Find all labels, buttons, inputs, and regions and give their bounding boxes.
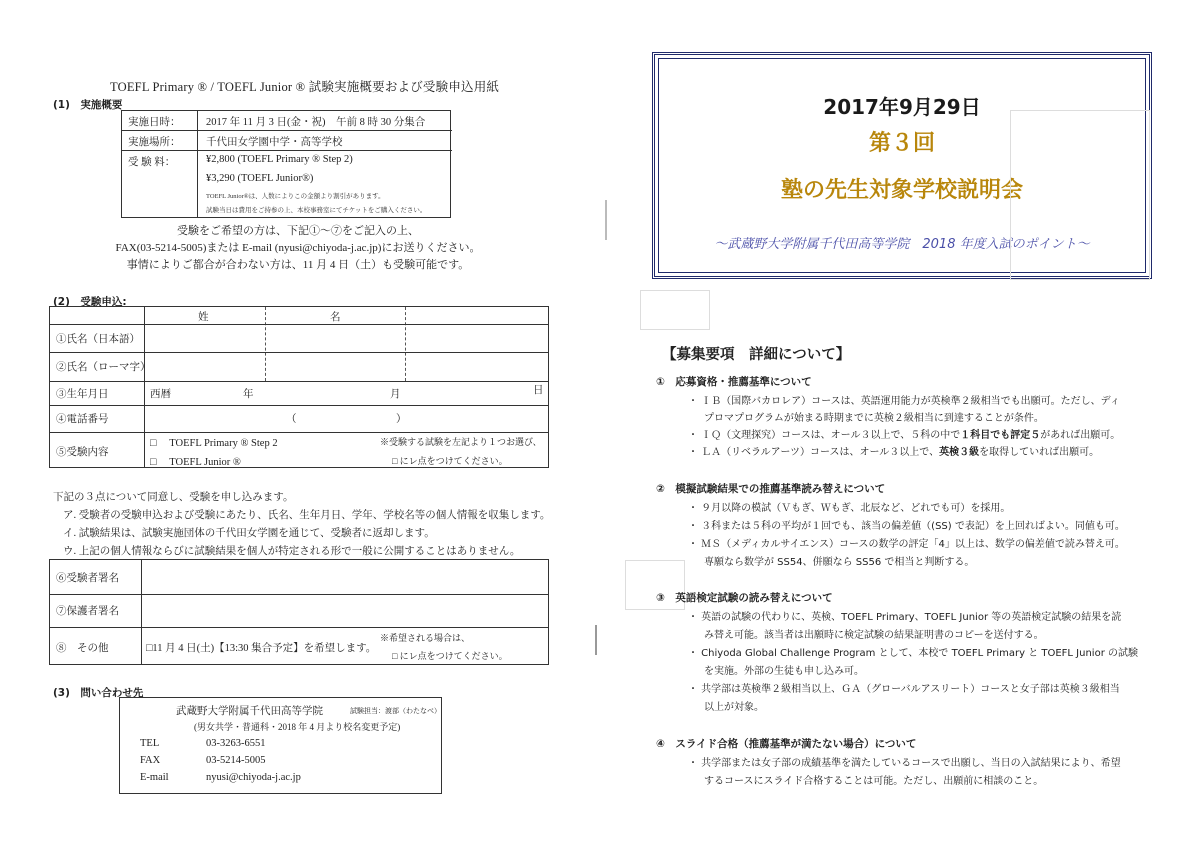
year-text: 年	[243, 389, 254, 400]
option-toefl-junior[interactable]: □ TOEFL Junior ®	[150, 457, 241, 468]
col-sei: 姓	[198, 312, 209, 323]
req-s2-heading: ② 模擬試験結果での推薦基準読み替えについて	[656, 483, 886, 495]
req-s1-bullet3	[688, 443, 1099, 458]
examinee-signature-label: ⑥受験者署名	[56, 573, 119, 584]
school-name: 武蔵野大学附属千代田高等学院	[176, 706, 323, 717]
fee-note-1: TOEFL Junior®は、人数によりこの金額より割引があります。	[206, 193, 385, 200]
birthdate-label: ③生年月日	[56, 389, 109, 400]
req-s1-bullet1b: プロマプログラムが始まる時期までに英検２級相当に到達することが条件。	[704, 413, 1044, 424]
date-value: 2017 年 11 月 3 日(金・祝) 午前 8 時 30 分集合	[206, 117, 426, 128]
req-s2-bullet1: ・ ９月以降の模試（Ｖもぎ、Ｗもぎ、北辰など、どれでも可）を採用。	[688, 503, 1011, 514]
name-roman-label: ②氏名（ローマ字）	[56, 362, 151, 373]
req-s1-b2-bold: １科目でも評定５	[960, 430, 1041, 441]
overview-fee-row	[122, 151, 452, 217]
other-label: ⑧ その他	[56, 643, 109, 654]
req-s1-b3-bold: 英検３級	[939, 447, 980, 458]
req-s2-bullet2: ・ ３科または５科の平均が１回でも、該当の偏差値（(SS) で表記）を上回ればよい。同値も可。	[688, 521, 1125, 532]
req-s1-b3-post: を取得していれば出願可。	[979, 447, 1100, 458]
consent-intro: 下記の３点について同意し、受験を申し込みます。	[53, 492, 294, 503]
req-s3-bullet3b: 以上が対象。	[704, 702, 764, 713]
signature-table	[49, 559, 549, 665]
req-s3-heading: ③ 英語検定試験の読み替えについて	[656, 592, 833, 604]
fax-value: 03-5214-5005	[206, 755, 266, 766]
option-toefl-primary[interactable]: □ TOEFL Primary ® Step 2	[150, 438, 278, 449]
phone-paren-open: （	[286, 414, 297, 425]
req-s3-bullet1a: ・ 英語の試験の代わりに、英検、TOEFL Primary、TOEFL Junior 等の英語検定試験の結果を読	[688, 612, 1122, 623]
application-table	[49, 306, 549, 468]
consent-item-i: イ. 試験結果は、試験実施団体の千代田女学園を通じて、受験者に返却します。	[63, 528, 435, 539]
nov4-option[interactable]: □11 月 4 日(土)【13:30 集合予定】を希望します。	[146, 643, 377, 654]
req-s4-bullet1b: するコースにスライド合格することは可能。ただし、出願前に相談のこと。	[704, 776, 1044, 787]
consent-item-a: ア. 受験者の受験申込および受験にあたり、氏名、生年月日、学年、学校名等の個人情報を収集します。	[63, 510, 551, 521]
exam-option-note-1: ※受験する試験を左記より１つお選び、	[380, 437, 542, 447]
req-s2-bullet3a: ・ ＭＳ（メディカルサイエンス）コースの数学の評定「4」以上は、数学の偏差値で読み替え可。	[688, 539, 1125, 550]
req-s1-b2-pre: ・ ＩＱ（文理探究）コースは、オール３以上で、５科の中で	[688, 430, 961, 441]
other-note-2: □ にレ点をつけてください。	[392, 651, 508, 661]
instruction-line-2: FAX(03-5214-5005)または E-mail (nyusi@chiyoda-j.ac.jp)にお送りください。	[115, 242, 481, 254]
phone-paren-close: ）	[396, 414, 407, 425]
month-text: 月	[390, 389, 401, 400]
section3-heading: (3) 問い合わせ先	[53, 687, 144, 699]
req-s3-bullet3a: ・ 共学部は英検準２級相当以上、ＧＡ（グローバルアスリート）コースと女子部は英検３級相当	[688, 684, 1120, 695]
event-title: 塾の先生対象学校説明会	[780, 178, 1023, 203]
email-label: E-mail	[140, 772, 169, 783]
event-date: 2017年9月29日	[823, 95, 981, 119]
email-value[interactable]: nyusi@chiyoda-j.ac.jp	[206, 772, 301, 783]
fee-junior: ¥3,290 (TOEFL Junior®)	[206, 173, 314, 184]
place-label: 実施場所：	[122, 131, 198, 150]
req-s3-bullet2b: を実施。外部の生徒も申し込み可。	[704, 666, 864, 677]
event-subtitle: ～武蔵野大学附属千代田高等学院 2018 年度入試のポイント～	[714, 237, 1090, 252]
place-value: 千代田女学園中学・高等学校	[206, 137, 343, 148]
guardian-signature-label: ⑦保護者署名	[56, 606, 119, 617]
seireki-text: 西暦	[150, 389, 171, 400]
req-s3-bullet1b: み替え可能。該当者は出願時に検定試験の結果証明書のコピーを送付する。	[704, 630, 1044, 641]
phone-label: ④電話番号	[56, 414, 109, 425]
overview-date-row	[122, 111, 452, 130]
contact-person: 試験担当：渡部（わたなべ）	[350, 707, 441, 715]
instruction-line-1: 受験をご希望の方は、下記①～⑦をご記入の上、	[177, 225, 419, 237]
requirements-title: 【募集要項 詳細について】	[662, 347, 851, 363]
exam-type-label: ⑤受験内容	[56, 447, 109, 458]
consent-item-u: ウ. 上記の個人情報ならびに試験結果を個人が特定される形で一般に公開することはありません。	[63, 546, 521, 557]
tel-label: TEL	[140, 738, 160, 749]
day-text: 日	[533, 385, 544, 396]
section1-heading: (1) 実施概要	[53, 99, 123, 111]
fax-label: FAX	[140, 755, 161, 766]
req-s1-b2-post: があれば出願可。	[1040, 430, 1121, 441]
req-s1-bullet1a: ・ ＩＢ（国際バカロレア）コースは、英語運用能力が英検準２級相当でも出願可。ただし、ディ	[688, 396, 1120, 407]
req-s1-heading: ① 応募資格・推薦基準について	[656, 376, 812, 388]
school-note: (男女共学・普通科・2018 年 4 月より校名変更予定)	[194, 722, 401, 732]
overview-place-row	[122, 131, 452, 150]
fee-label: 受 験 料：	[122, 151, 198, 217]
req-s4-heading: ④ スライド合格（推薦基準が満たない場合）について	[656, 738, 917, 750]
overview-table	[121, 110, 451, 218]
document-title: TOEFL Primary ® / TOEFL Junior ® 試験実施概要および受験申込用紙	[110, 80, 500, 94]
req-s3-bullet2a: ・ Chiyoda Global Challenge Program として、本校で TOEFL Primary と TOEFL Junior の試験	[688, 648, 1138, 659]
tel-value: 03-3263-6551	[206, 738, 266, 749]
req-s1-b3-pre: ・ ＬＡ（リベラルアーツ）コースは、オール３以上で、	[688, 447, 940, 458]
req-s1-bullet2	[688, 426, 1120, 441]
contact-box	[119, 697, 442, 794]
other-note-1: ※希望される場合は、	[380, 633, 471, 643]
req-s2-bullet3b: 専願なら数学が SS54、併願なら SS56 で相当と判断する。	[704, 557, 975, 568]
exam-option-note-2: □ にレ点をつけてください。	[392, 456, 508, 466]
name-japanese-label: ①氏名（日本語）	[56, 334, 140, 345]
instruction-line-3: 事情によりご都合が合わない方は、11 月 4 日（土）も受験可能です。	[126, 259, 470, 271]
fee-primary: ¥2,800 (TOEFL Primary ® Step 2)	[206, 154, 353, 165]
date-label: 実施日時：	[122, 111, 198, 130]
section2-heading: (2) 受験申込:	[53, 296, 127, 308]
fee-note-2: 試験当日は費用をご持参の上、本校事務室にてチケットをご購入ください。	[206, 207, 427, 214]
req-s4-bullet1a: ・ 共学部または女子部の成績基準を満たしているコースで出願し、当日の入試結果により、希望	[688, 758, 1121, 769]
col-mei: 名	[330, 312, 341, 323]
event-round: 第３回	[868, 131, 935, 156]
